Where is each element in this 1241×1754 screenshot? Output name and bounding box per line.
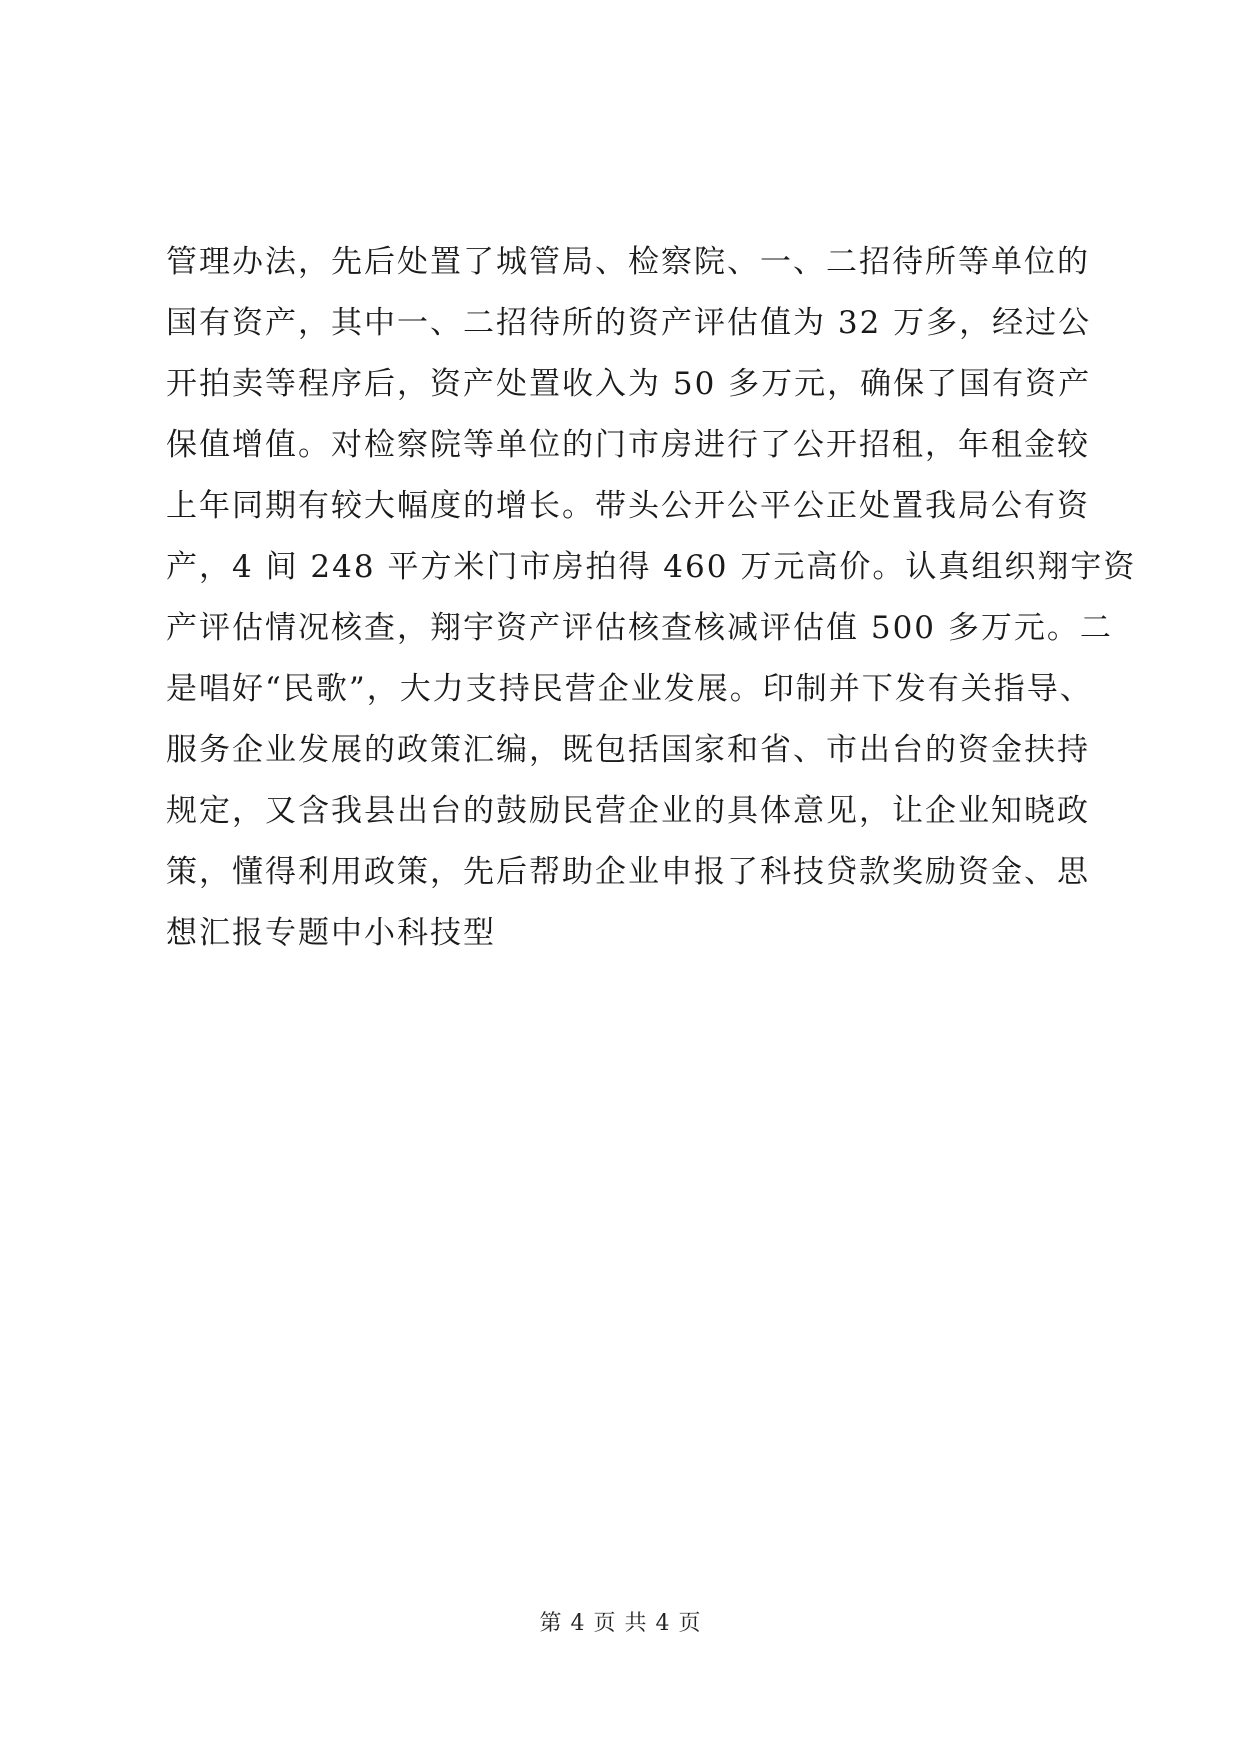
text-line: 想汇报专题中小科技型 [166, 915, 496, 951]
text-line: 服务企业发展的政策汇编，既包括国家和省、市出台的资金扶持 [166, 732, 1090, 768]
page-footer: 第 4 页 共 4 页 [539, 1611, 702, 1636]
text-line: 管理办法，先后处置了城管局、检察院、一、二招待所等单位的 [166, 244, 1090, 280]
text-line: 规定，又含我县出台的鼓励民营企业的具体意见，让企业知晓政 [166, 793, 1090, 829]
text-line: 是唱好“民歌”，大力支持民营企业发展。印制并下发有关指导、 [166, 671, 1093, 707]
text-line: 产评估情况核查，翔宇资产评估核查核减评估值 500 多万元。二 [166, 610, 1113, 646]
body-paragraph [166, 232, 1137, 964]
text-line: 保值增值。对检察院等单位的门市房进行了公开招租，年租金较 [166, 427, 1090, 463]
text-line: 策，懂得利用政策，先后帮助企业申报了科技贷款奖励资金、思 [166, 854, 1090, 890]
text-line: 国有资产，其中一、二招待所的资产评估值为 32 万多，经过公 [166, 305, 1092, 341]
text-line: 上年同期有较大幅度的增长。带头公开公平公正处置我局公有资 [166, 488, 1090, 524]
text-line: 产，4 间 248 平方米门市房拍得 460 万元高价。认真组织翔宇资 [166, 549, 1137, 585]
text-line: 开拍卖等程序后，资产处置收入为 50 多万元，确保了国有资产 [166, 366, 1092, 402]
